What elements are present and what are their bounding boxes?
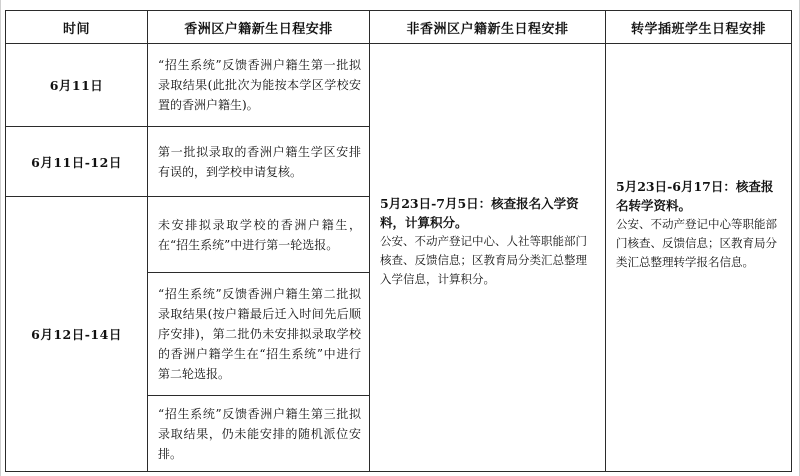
transfer-schedule-cell [606, 44, 792, 472]
header-transfer-schedule: 转学插班学生日程安排 [606, 11, 792, 44]
hk-schedule-cell [148, 44, 370, 127]
hk-schedule-text: 未安排拟录取学校的香洲户籍生，在“招生系统”中进行第一轮选报。 [158, 217, 361, 252]
enrollment-schedule-table [5, 10, 792, 472]
non-hk-schedule-cell [370, 44, 606, 472]
time-cell: 6月11日 [6, 44, 148, 127]
time-cell: 6月12日-14日 [6, 197, 148, 472]
transfer-schedule-heading: 5月23日-6月17日：核查报名转学资料。 [616, 179, 774, 213]
header-non-hk-schedule: 非香洲区户籍新生日程安排 [370, 11, 606, 44]
hk-schedule-cell [148, 396, 370, 472]
hk-schedule-cell [148, 127, 370, 197]
non-hk-schedule-detail: 公安、不动产登记中心、人社等职能部门核查、反馈信息；区教育局分类汇总整理入学信息，计算积分。 [380, 234, 587, 286]
hk-schedule-text: “招生系统”反馈香洲户籍生第二批拟录取结果(按户籍最后迁入时间先后顺序安排)，第二批仍未安排拟录取学校的香洲户籍学生在“招生系统”中进行第二轮选报。 [158, 287, 361, 381]
hk-schedule-text: 第一批拟录取的香洲户籍生学区安排有误的，到学校申请复核。 [158, 144, 361, 179]
hk-schedule-text: “招生系统”反馈香洲户籍生第一批拟录取结果(此批次为能按本学区学校安置的香洲户籍生)。 [158, 58, 361, 112]
header-hk-schedule: 香洲区户籍新生日程安排 [148, 11, 370, 44]
non-hk-schedule-heading: 5月23日-7月5日：核查报名入学资料，计算积分。 [380, 196, 579, 230]
header-time: 时间 [6, 11, 148, 44]
hk-schedule-text: “招生系统”反馈香洲户籍生第三批拟录取结果，仍未能安排的随机派位安排。 [158, 406, 361, 461]
time-cell: 6月11日-12日 [6, 127, 148, 197]
table-row [6, 44, 792, 127]
hk-schedule-cell [148, 197, 370, 273]
header-row [6, 11, 792, 44]
hk-schedule-cell [148, 273, 370, 396]
transfer-schedule-detail: 公安、不动产登记中心等职能部门核查、反馈信息；区教育局分类汇总整理转学报名信息。 [616, 217, 777, 269]
